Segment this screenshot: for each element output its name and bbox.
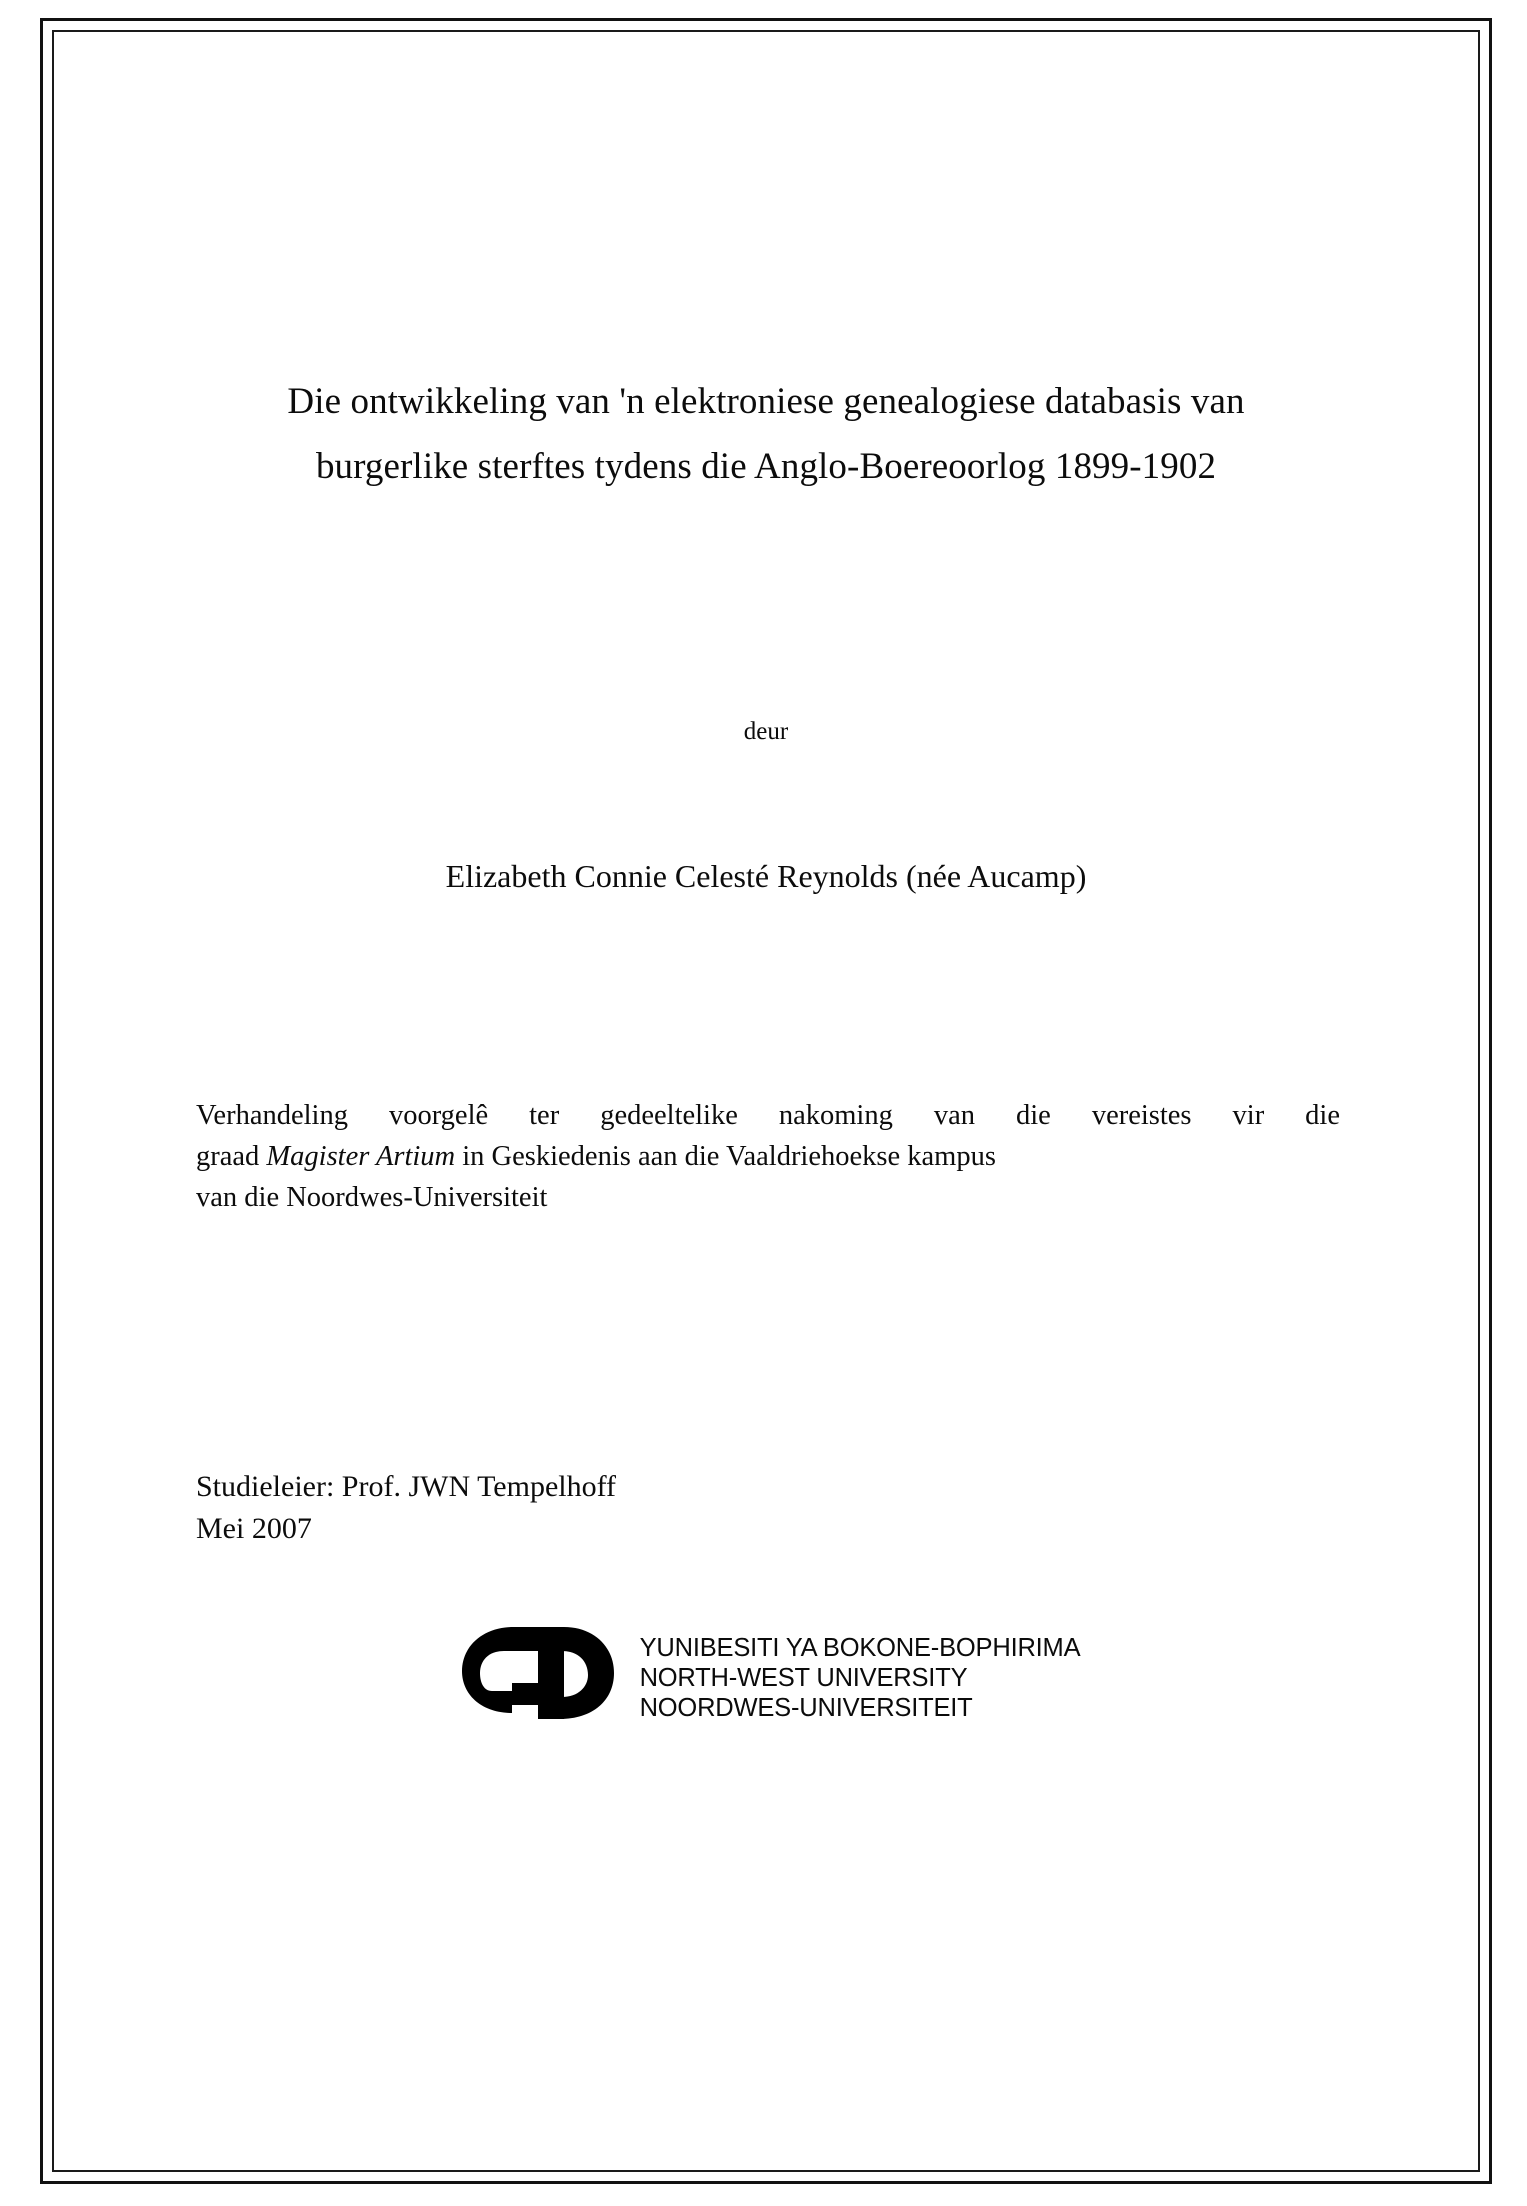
north-west-university-logo-icon <box>452 1621 630 1739</box>
supervisor-block <box>186 1466 1346 1549</box>
university-logo-text <box>640 1634 1081 1725</box>
title-line-1: Die ontwikkeling van 'n elektroniese genealogiese databasis van <box>287 381 1245 422</box>
title-line-2: burgerlike sterftes tydens die Anglo-Boereoorlog 1899-1902 <box>315 445 1217 487</box>
submission-date: Mei 2007 <box>196 1511 312 1545</box>
byline-label: deur <box>743 717 789 745</box>
degree-statement <box>186 1095 1346 1219</box>
supervisor-name: Studieleier: Prof. JWN Tempelhoff <box>196 1470 617 1504</box>
degree-statement-line-3: van die Noordwes-Universiteit <box>196 1182 548 1214</box>
page-title <box>186 370 1346 500</box>
author-name: Elizabeth Connie Celesté Reynolds (née Aucamp) <box>445 857 1087 894</box>
degree-statement-line-2-pre: graad <box>196 1140 267 1172</box>
degree-statement-line-2-post: in Geskiedenis aan die Vaaldriehoekse kampus <box>455 1140 996 1172</box>
university-logo <box>186 1621 1346 1739</box>
degree-statement-line-1: Verhandeling voorgelê ter gedeeltelike nakoming van die vereistes vir die <box>196 1099 1340 1131</box>
logo-text-line-2: NORTH-WEST UNIVERSITY <box>639 1664 968 1693</box>
logo-text-line-3: NOORDWES-UNIVERSITEIT <box>639 1694 973 1723</box>
logo-text-line-1: YUNIBESITI YA BOKONE-BOPHIRIMA <box>639 1634 1081 1663</box>
degree-name: Magister Artium <box>266 1140 456 1172</box>
degree-statement-line-2 <box>196 1136 1340 1177</box>
page-content <box>186 30 1346 2172</box>
